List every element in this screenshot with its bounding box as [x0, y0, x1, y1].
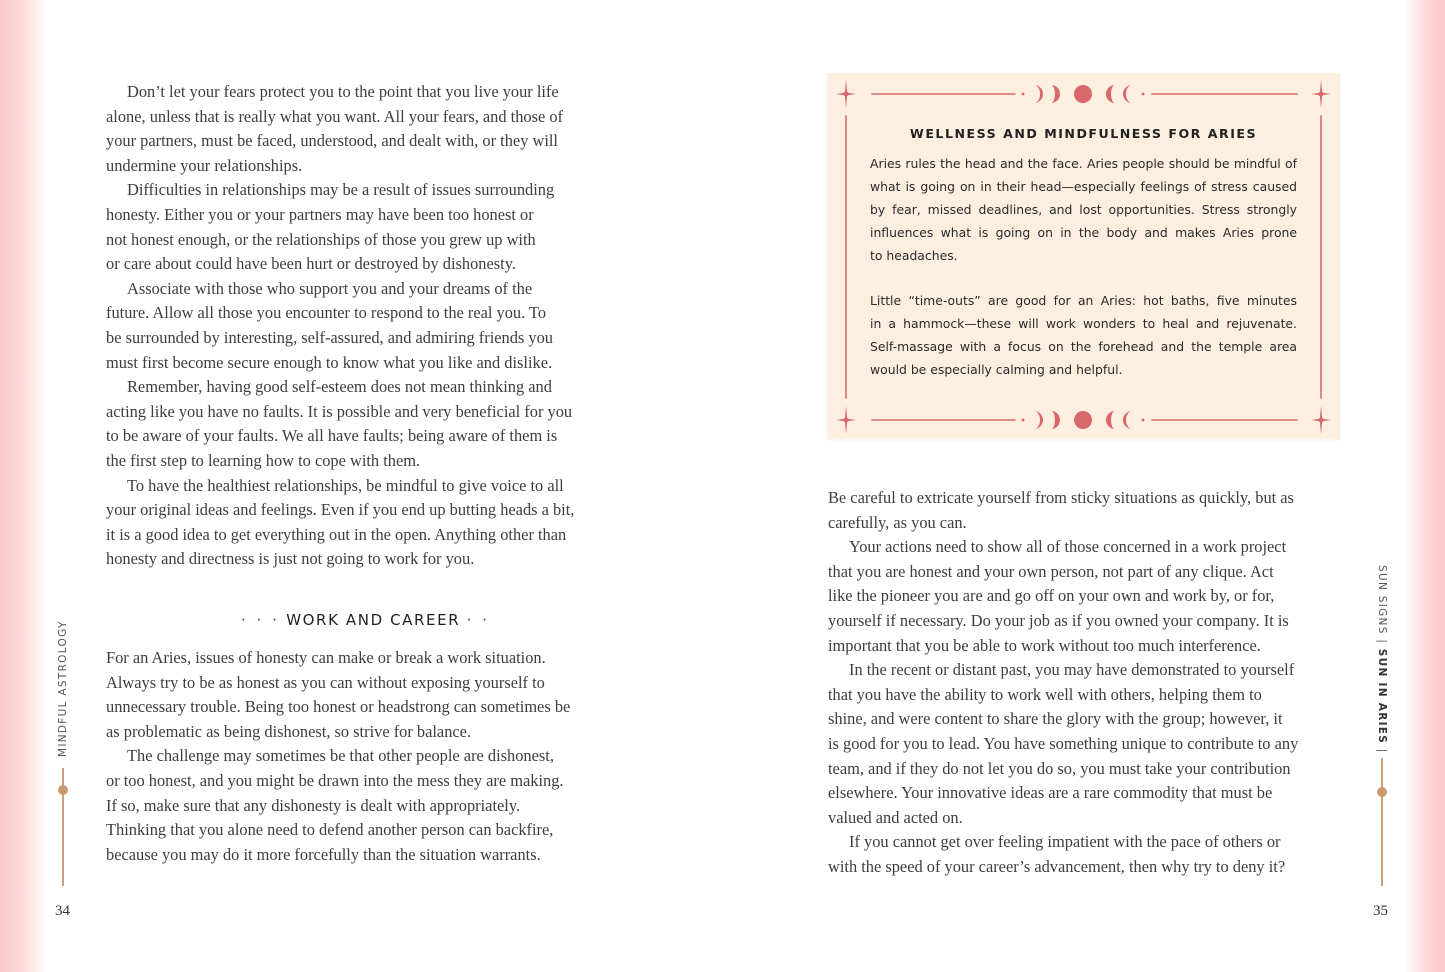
text-line: your original ideas and feelings. Even if you end up butting heads a bit, [106, 500, 575, 520]
text-line: that you have the ability to work well with others, helping them to [828, 684, 1262, 704]
text-line: elsewhere. Your innovative ideas are a rare commodity that must be [828, 783, 1273, 803]
text-line: valued and acted on. [828, 807, 963, 827]
paragraph [106, 744, 621, 867]
text-line: If you cannot get over feeling impatient with the pace of others or [849, 832, 1281, 852]
text-line: Associate with those who support you and your dreams of the [127, 278, 533, 298]
text-line: Thinking that you alone need to defend another person can backfire, [106, 820, 554, 840]
heading-dots-left: · · · [241, 611, 280, 629]
text-line: Always try to be as honest as you can without exposing yourself to [106, 672, 545, 692]
running-head-right [1376, 565, 1388, 754]
paragraph [106, 80, 621, 178]
sidebar-paragraph-2 [870, 289, 1297, 381]
running-head-chapter: SUN IN ARIES [1376, 648, 1388, 745]
text-line: or too honest, and you might be drawn into the mess they are making. [106, 770, 564, 790]
text-line: undermine your relationships. [106, 155, 303, 175]
wellness-sidebar-box [827, 73, 1340, 439]
text-line: The challenge may sometimes be that other people are dishonest, [127, 746, 554, 766]
text-line: honesty and directness is just not going to work for you. [106, 549, 475, 569]
margin-rule-dot-right [1377, 787, 1387, 797]
paragraph [828, 658, 1343, 830]
text-line: If so, make sure that any dishonesty is dealt with appropriately. [106, 795, 521, 815]
margin-rule-right [1381, 758, 1383, 886]
text-line: like the pioneer you are and go off on your own and work by, or for, [828, 586, 1275, 606]
text-line: with the speed of your career’s advancement, then why try to deny it? [828, 856, 1286, 876]
text-line: Remember, having good self-esteem does not mean thinking and [127, 377, 552, 397]
text-line: honesty. Either you or your partners may have been too honest or [106, 204, 534, 224]
sidebar-text-line: influences what is going on in the body and makes Aries prone [870, 225, 1297, 240]
star-icon-top-right [1311, 80, 1331, 108]
right-body [828, 486, 1343, 880]
moon-phases-icon-bottom [1022, 411, 1145, 429]
text-line: Be careful to extricate yourself from sticky situations as quickly, but as [828, 488, 1294, 507]
page-edge-left [0, 0, 46, 972]
sidebar-text-line: Little “time-outs” are good for an Aries: hot baths, five minutes [870, 293, 1297, 308]
left-body-top [106, 80, 621, 572]
text-line: that you are honest and your own person, not part of any clique. Act [828, 561, 1274, 581]
paragraph [828, 486, 1343, 535]
text-line: acting like you have no faults. It is possible and very beneficial for you [106, 401, 573, 421]
text-line: yourself if necessary. Do your job as if you owned your company. It is [828, 610, 1289, 630]
text-line: is good for you to lead. You have something unique to contribute to any [828, 733, 1299, 753]
left-body-bottom [106, 646, 621, 867]
sidebar-title: WELLNESS AND MINDFULNESS FOR ARIES [909, 126, 1258, 141]
sidebar-text-line: to headaches. [870, 248, 958, 263]
paragraph [106, 178, 621, 276]
paragraph [106, 277, 621, 375]
text-line: unnecessary trouble. Being too honest or headstrong can sometimes be [106, 697, 571, 717]
section-heading-work-and-career [241, 611, 490, 629]
page-edge-right [1405, 0, 1445, 972]
star-icon-bottom-right [1311, 406, 1331, 434]
running-head-separator: | [1376, 639, 1388, 645]
text-line: or care about could have been hurt or destroyed by dishonesty. [106, 254, 516, 274]
running-head-left: MINDFUL ASTROLOGY [57, 620, 69, 757]
text-line: shine, and were content to share the glory with the group; however, it [828, 709, 1283, 729]
page-number-right: 35 [1373, 903, 1388, 919]
paragraph [106, 375, 621, 473]
heading-dots-right: · · [466, 611, 490, 629]
sidebar-paragraph-1 [870, 152, 1297, 267]
text-line: it is a good idea to get everything out in the open. Anything other than [106, 524, 567, 544]
star-icon-bottom-left [836, 406, 856, 434]
sidebar-text-line: in a hammock—these will work wonders to heal and rejuvenate. [870, 316, 1297, 331]
text-line: To have the healthiest relationships, be mindful to give voice to all [127, 475, 564, 495]
text-line: team, and if they do not let you do so, you must take your contribution [828, 758, 1291, 778]
text-line: future. Allow all those you encounter to respond to the real you. To [106, 303, 547, 323]
paragraph [828, 830, 1343, 879]
text-line: be surrounded by interesting, self-assured, and admiring friends you [106, 327, 553, 347]
paragraph [106, 646, 621, 744]
running-head-section: SUN SIGNS [1376, 565, 1388, 635]
sidebar-text-line: what is going on in their head—especially feelings of stress caused [870, 179, 1297, 194]
text-line: to be aware of your faults. We all have faults; being aware of them is [106, 426, 558, 446]
margin-rule-dot-left [58, 785, 68, 795]
sidebar-text-line: by fear, missed deadlines, and lost opportunities. Stress strongly [870, 202, 1297, 217]
running-head-end: | [1376, 748, 1388, 754]
paragraph [828, 535, 1343, 658]
text-line: Don’t let your fears protect you to the point that you live your life [127, 82, 559, 101]
heading-title: WORK AND CAREER [286, 611, 461, 629]
text-line: Difficulties in relationships may be a result of issues surrounding [127, 180, 555, 200]
text-line: alone, unless that is really what you want. All your fears, and those of [106, 106, 564, 126]
text-line: the first step to learning how to cope with them. [106, 450, 421, 470]
text-line: In the recent or distant past, you may have demonstrated to yourself [849, 660, 1295, 680]
text-line: as problematic as being dishonest, so strive for balance. [106, 721, 472, 741]
text-line: because you may do it more forcefully than the situation warrants. [106, 844, 541, 864]
page-number-left: 34 [55, 903, 70, 919]
sidebar-text-line: Self-massage with a focus on the forehead and the temple area [870, 339, 1297, 354]
text-line: carefully, as you can. [828, 512, 967, 532]
sidebar-text-line: would be especially calming and helpful. [870, 362, 1123, 377]
text-line: your partners, must be faced, understood, and dealt with, or they will [106, 131, 558, 151]
text-line: important that you be able to work without too much interference. [828, 635, 1261, 655]
paragraph [106, 474, 621, 572]
sidebar-text-line: Aries rules the head and the face. Aries people should be mindful of [870, 156, 1297, 171]
text-line: not honest enough, or the relationships of those you grew up with [106, 229, 536, 249]
text-line: For an Aries, issues of honesty can make or break a work situation. [106, 648, 546, 667]
text-line: Your actions need to show all of those concerned in a work project [849, 537, 1287, 557]
moon-phases-icon-top [1022, 85, 1145, 103]
text-line: must first become secure enough to know what you like and dislike. [106, 352, 553, 372]
star-icon-top-left [836, 80, 856, 108]
